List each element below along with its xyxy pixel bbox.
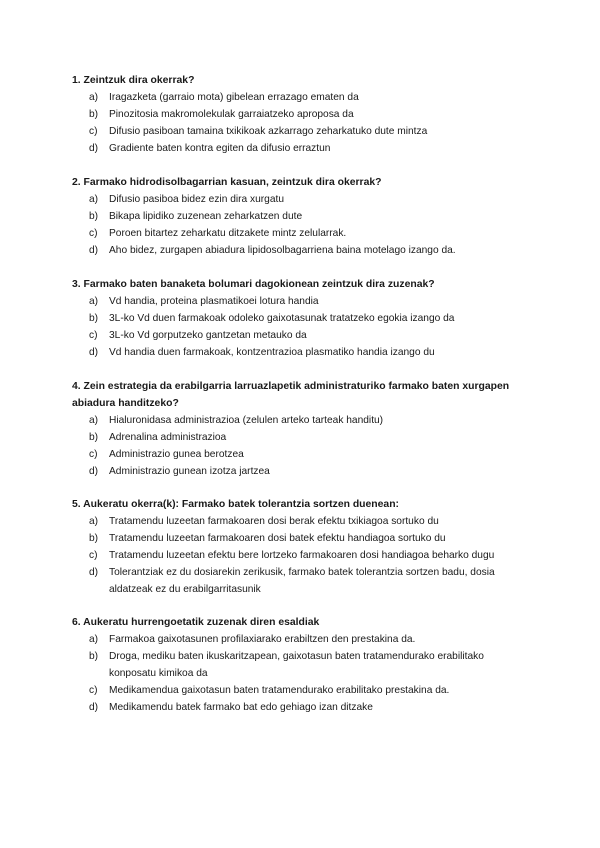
question-title: 6. Aukeratu hurrengoetatik zuzenak diren esaldiak: [72, 617, 320, 628]
option-text: Medikamendua gaixotasun baten tratamendurako erabilitako prestakina da.: [109, 685, 450, 696]
option-letter: c): [89, 550, 98, 561]
option-text: Adrenalina administrazioa: [109, 432, 227, 443]
question-5: [72, 496, 532, 598]
question-3: [72, 276, 532, 361]
option-letter: b): [89, 432, 99, 443]
option-text: 3L-ko Vd gorputzeko gantzetan metauko da: [109, 330, 307, 341]
option-letter: c): [89, 330, 98, 341]
option-letter: d): [89, 567, 99, 578]
option-d: [72, 140, 532, 157]
option-letter: d): [89, 466, 99, 477]
option-letter: a): [89, 296, 99, 307]
option-d: [72, 242, 532, 259]
option-letter: c): [89, 449, 98, 460]
option-c: [72, 327, 532, 344]
option-a: [72, 631, 532, 648]
option-letter: c): [89, 126, 98, 137]
option-text: Hialuronidasa administrazioa (zelulen arteko tarteak handitu): [109, 415, 384, 426]
option-text: Vd handia, proteina plasmatikoei lotura handia: [109, 296, 319, 307]
option-a: [72, 513, 532, 530]
option-letter: a): [89, 194, 99, 205]
option-letter: b): [89, 211, 99, 222]
option-text: Vd handia duen farmakoak, kontzentrazioa plasmatiko handia izango du: [109, 347, 435, 358]
option-text: Administrazio gunean izotza jartzea: [109, 466, 270, 477]
question-title: 3. Farmako baten banaketa bolumari dagokionean zeintzuk dira zuzenak?: [72, 279, 435, 290]
option-letter: d): [89, 143, 99, 154]
option-letter: b): [89, 109, 99, 120]
option-b: [72, 648, 532, 682]
option-c: [72, 682, 532, 699]
option-letter: b): [89, 313, 99, 324]
option-letter: a): [89, 415, 99, 426]
option-text: Bikapa lipidiko zuzenean zeharkatzen dute: [109, 211, 303, 222]
option-letter: c): [89, 685, 98, 696]
question-4: [72, 378, 532, 480]
option-text: Poroen bitartez zeharkatu ditzakete mintz zelularrak.: [109, 228, 347, 239]
option-d: [72, 463, 532, 480]
question-title: 1. Zeintzuk dira okerrak?: [72, 75, 195, 86]
option-a: [72, 293, 532, 310]
option-text: Tratamendu luzeetan farmakoaren dosi batek efektu handiagoa sortuko du: [109, 533, 446, 544]
option-text: Pinozitosia makromolekulak garraiatzeko aproposa da: [109, 109, 354, 120]
option-d: [72, 699, 532, 716]
question-6: [72, 614, 532, 716]
option-text: 3L-ko Vd duen farmakoak odoleko gaixotasunak tratatzeko egokia izango da: [109, 313, 455, 324]
option-b: [72, 208, 532, 225]
option-d: [72, 344, 532, 361]
option-text: Iragazketa (garraio mota) gibelean errazago ematen da: [109, 92, 359, 103]
option-b: [72, 106, 532, 123]
option-letter: c): [89, 228, 98, 239]
question-title: 5. Aukeratu okerra(k): Farmako batek tolerantzia sortzen duenean:: [72, 499, 400, 510]
option-b: [72, 530, 532, 547]
option-text: Droga, mediku baten ikuskaritzapean, gaixotasun baten tratamendurako erabilitako konposatu kimikoa da: [109, 651, 484, 679]
question-title: 4. Zein estrategia da erabilgarria larruazlapetik administraturiko farmako baten xurgapen abiadura handitzeko?: [72, 381, 510, 409]
option-letter: d): [89, 347, 99, 358]
option-text: Administrazio gunea berotzea: [109, 449, 244, 460]
question-title: 2. Farmako hidrodisolbagarrian kasuan, zeintzuk dira okerrak?: [72, 177, 382, 188]
option-a: [72, 89, 532, 106]
option-text: Difusio pasiboan tamaina txikikoak azkarrago zeharkatuko dute mintza: [109, 126, 428, 137]
option-c: [72, 547, 532, 564]
option-a: [72, 191, 532, 208]
option-letter: b): [89, 533, 99, 544]
option-list: [72, 513, 532, 598]
option-list: [72, 631, 532, 716]
option-a: [72, 412, 532, 429]
question-1: [72, 72, 532, 157]
option-d: [72, 564, 532, 598]
option-text: Farmakoa gaixotasunen profilaxiarako erabiltzen den prestakina da.: [109, 634, 416, 645]
option-c: [72, 225, 532, 242]
option-text: Tratamendu luzeetan efektu bere lortzeko farmakoaren dosi handiagoa beharko dugu: [109, 550, 495, 561]
option-list: [72, 191, 532, 259]
option-text: Difusio pasiboa bidez ezin dira xurgatu: [109, 194, 284, 205]
option-b: [72, 310, 532, 327]
option-text: Tratamendu luzeetan farmakoaren dosi berak efektu txikiagoa sortuko du: [109, 516, 439, 527]
option-b: [72, 429, 532, 446]
option-text: Aho bidez, zurgapen abiadura lipidosolbagarriena baina motelago izango da.: [109, 245, 456, 256]
option-letter: a): [89, 516, 99, 527]
option-text: Tolerantziak ez du dosiarekin zerikusik, farmako batek tolerantzia sortzen badu, dosia aldatzeak ez du erabilgarritasunik: [109, 567, 495, 595]
option-letter: b): [89, 651, 99, 662]
option-text: Medikamendu batek farmako bat edo gehiago izan ditzake: [109, 702, 373, 713]
option-letter: d): [89, 702, 99, 713]
option-list: [72, 412, 532, 480]
option-letter: d): [89, 245, 99, 256]
option-text: Gradiente baten kontra egiten da difusio erraztun: [109, 143, 331, 154]
option-letter: a): [89, 634, 99, 645]
option-letter: a): [89, 92, 99, 103]
option-list: [72, 293, 532, 361]
option-list: [72, 89, 532, 157]
option-c: [72, 446, 532, 463]
option-c: [72, 123, 532, 140]
question-2: [72, 174, 532, 259]
